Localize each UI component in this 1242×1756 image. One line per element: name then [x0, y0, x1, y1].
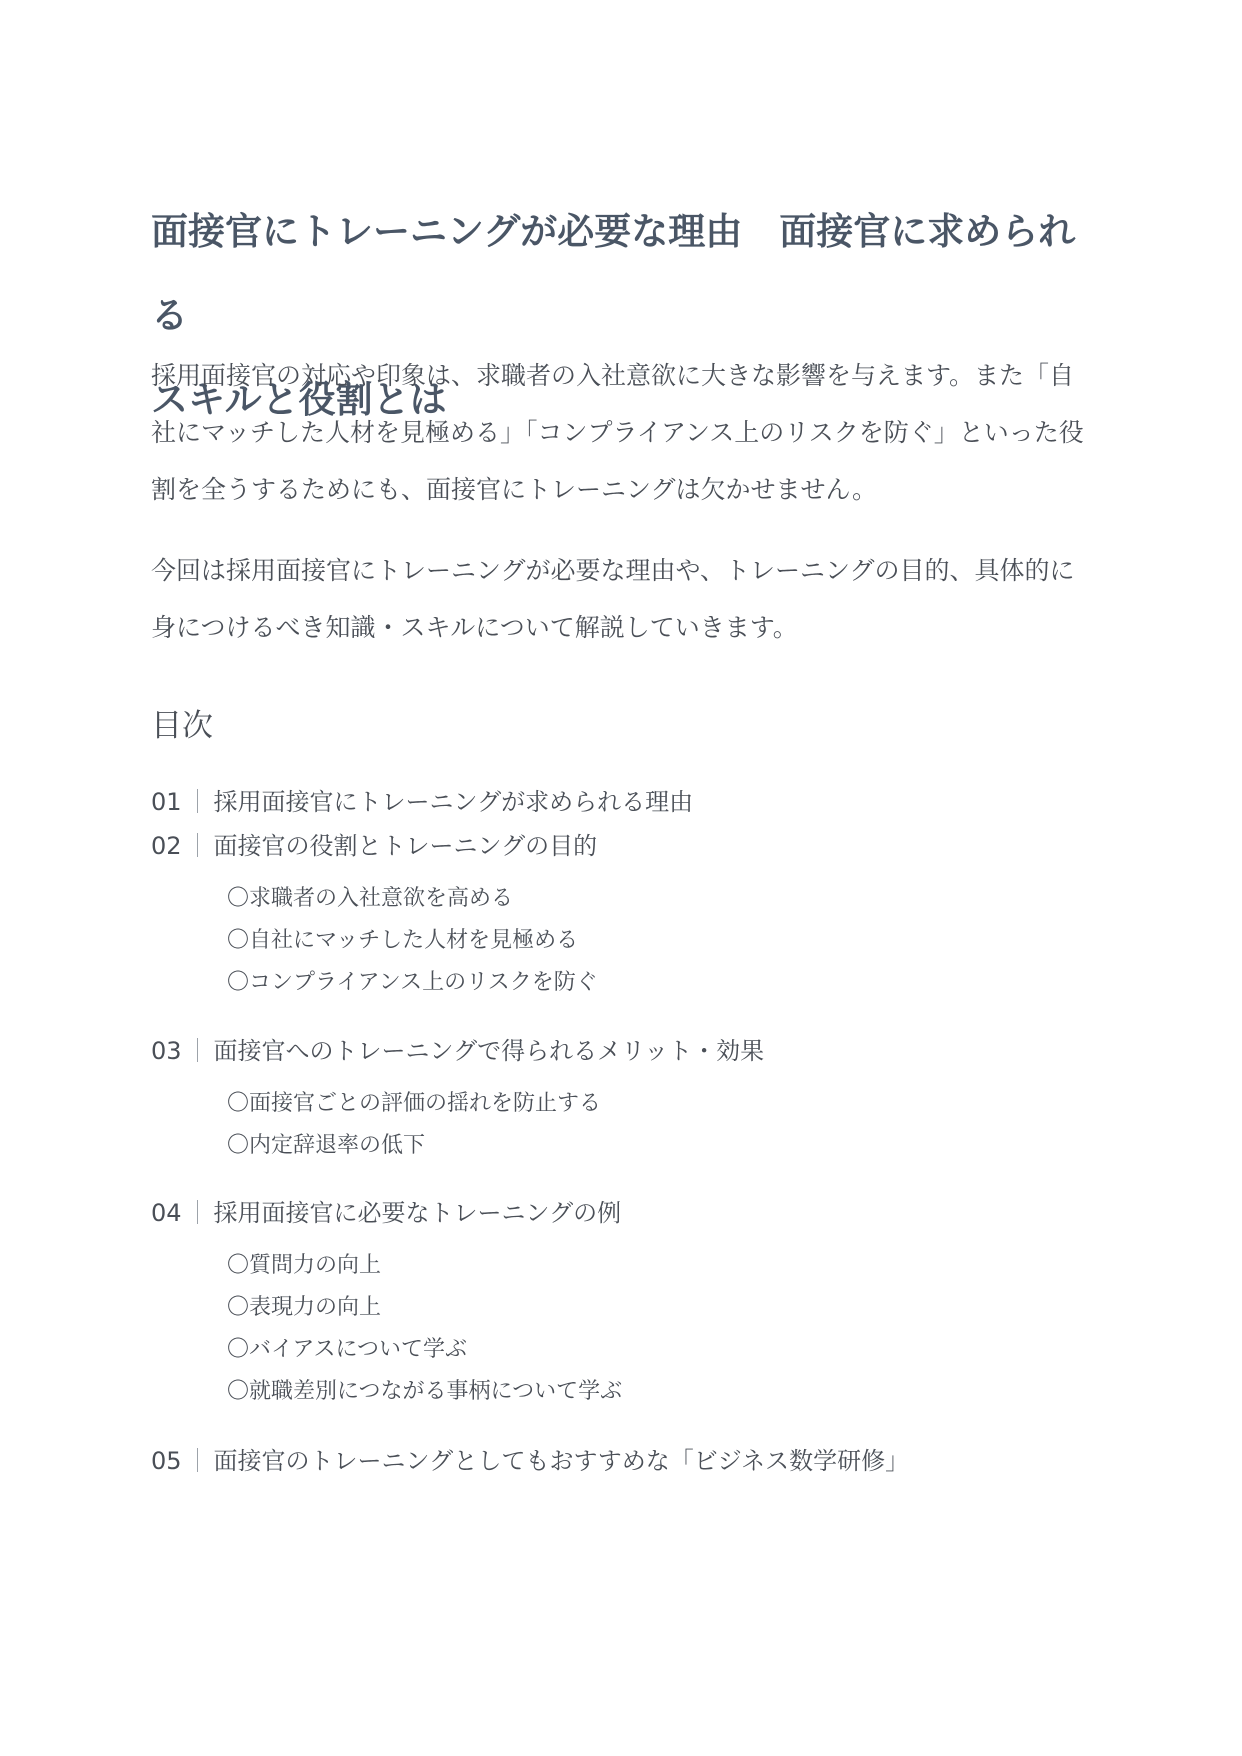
toc-subitem[interactable]: 〇コンプライアンス上のリスクを防ぐ: [227, 970, 598, 995]
toc-number: 01: [151, 788, 182, 816]
toc-subitem[interactable]: 〇面接官ごとの評価の揺れを防止する: [227, 1091, 602, 1116]
toc-separator: ｜: [185, 1199, 210, 1227]
toc-subitem[interactable]: 〇表現力の向上: [227, 1295, 382, 1320]
intro-paragraph-2: 今回は採用面接官にトレーニングが必要な理由や、トレーニングの目的、具体的に身につけるべき知識・スキルについて解説していきます。: [151, 556, 1075, 642]
toc-subitem[interactable]: 〇質問力の向上: [227, 1253, 382, 1278]
toc-item-05[interactable]: [151, 1441, 909, 1476]
toc-heading: 目次: [151, 708, 213, 744]
toc-number: 02: [151, 832, 182, 860]
toc-item-01[interactable]: [151, 782, 693, 817]
toc-item-02[interactable]: [151, 826, 597, 861]
toc-label: 採用面接官にトレーニングが求められる理由: [213, 788, 694, 816]
title-line-1: 面接官にトレーニングが必要な理由 面接官に求められる: [151, 210, 1076, 337]
toc-subitem[interactable]: 〇内定辞退率の低下: [227, 1133, 426, 1158]
toc-label: 面接官の役割とトレーニングの目的: [213, 832, 598, 860]
toc-label: 面接官のトレーニングとしてもおすすめな「ビジネス数学研修」: [213, 1447, 910, 1475]
toc-subitem[interactable]: 〇求職者の入社意欲を高める: [227, 886, 514, 911]
toc-subitem[interactable]: 〇就職差別につながる事柄について学ぶ: [227, 1379, 623, 1404]
toc-label: 面接官へのトレーニングで得られるメリット・効果: [213, 1037, 765, 1065]
toc-separator: ｜: [185, 1447, 210, 1475]
toc-separator: ｜: [185, 1037, 210, 1065]
toc-number: 05: [151, 1447, 182, 1475]
toc-label: 採用面接官に必要なトレーニングの例: [213, 1199, 622, 1227]
toc-separator: ｜: [185, 832, 210, 860]
toc-item-04[interactable]: [151, 1193, 621, 1228]
toc-number: 04: [151, 1199, 182, 1227]
intro-paragraph-1: 採用面接官の対応や印象は、求職者の入社意欲に大きな影響を与えます。また「自社にマッチした人材を見極める」「コンプライアンス上のリスクを防ぐ」といった役割を全うするためにも、面接官にトレーニングは欠かせません。: [151, 361, 1084, 504]
toc-subitem[interactable]: 〇自社にマッチした人材を見極める: [227, 928, 579, 953]
toc-item-03[interactable]: [151, 1031, 764, 1066]
title-line-2: スキルと役割とは: [151, 378, 447, 421]
toc-subitem[interactable]: 〇バイアスについて学ぶ: [227, 1337, 468, 1362]
toc-separator: ｜: [185, 788, 210, 816]
toc-number: 03: [151, 1037, 182, 1065]
